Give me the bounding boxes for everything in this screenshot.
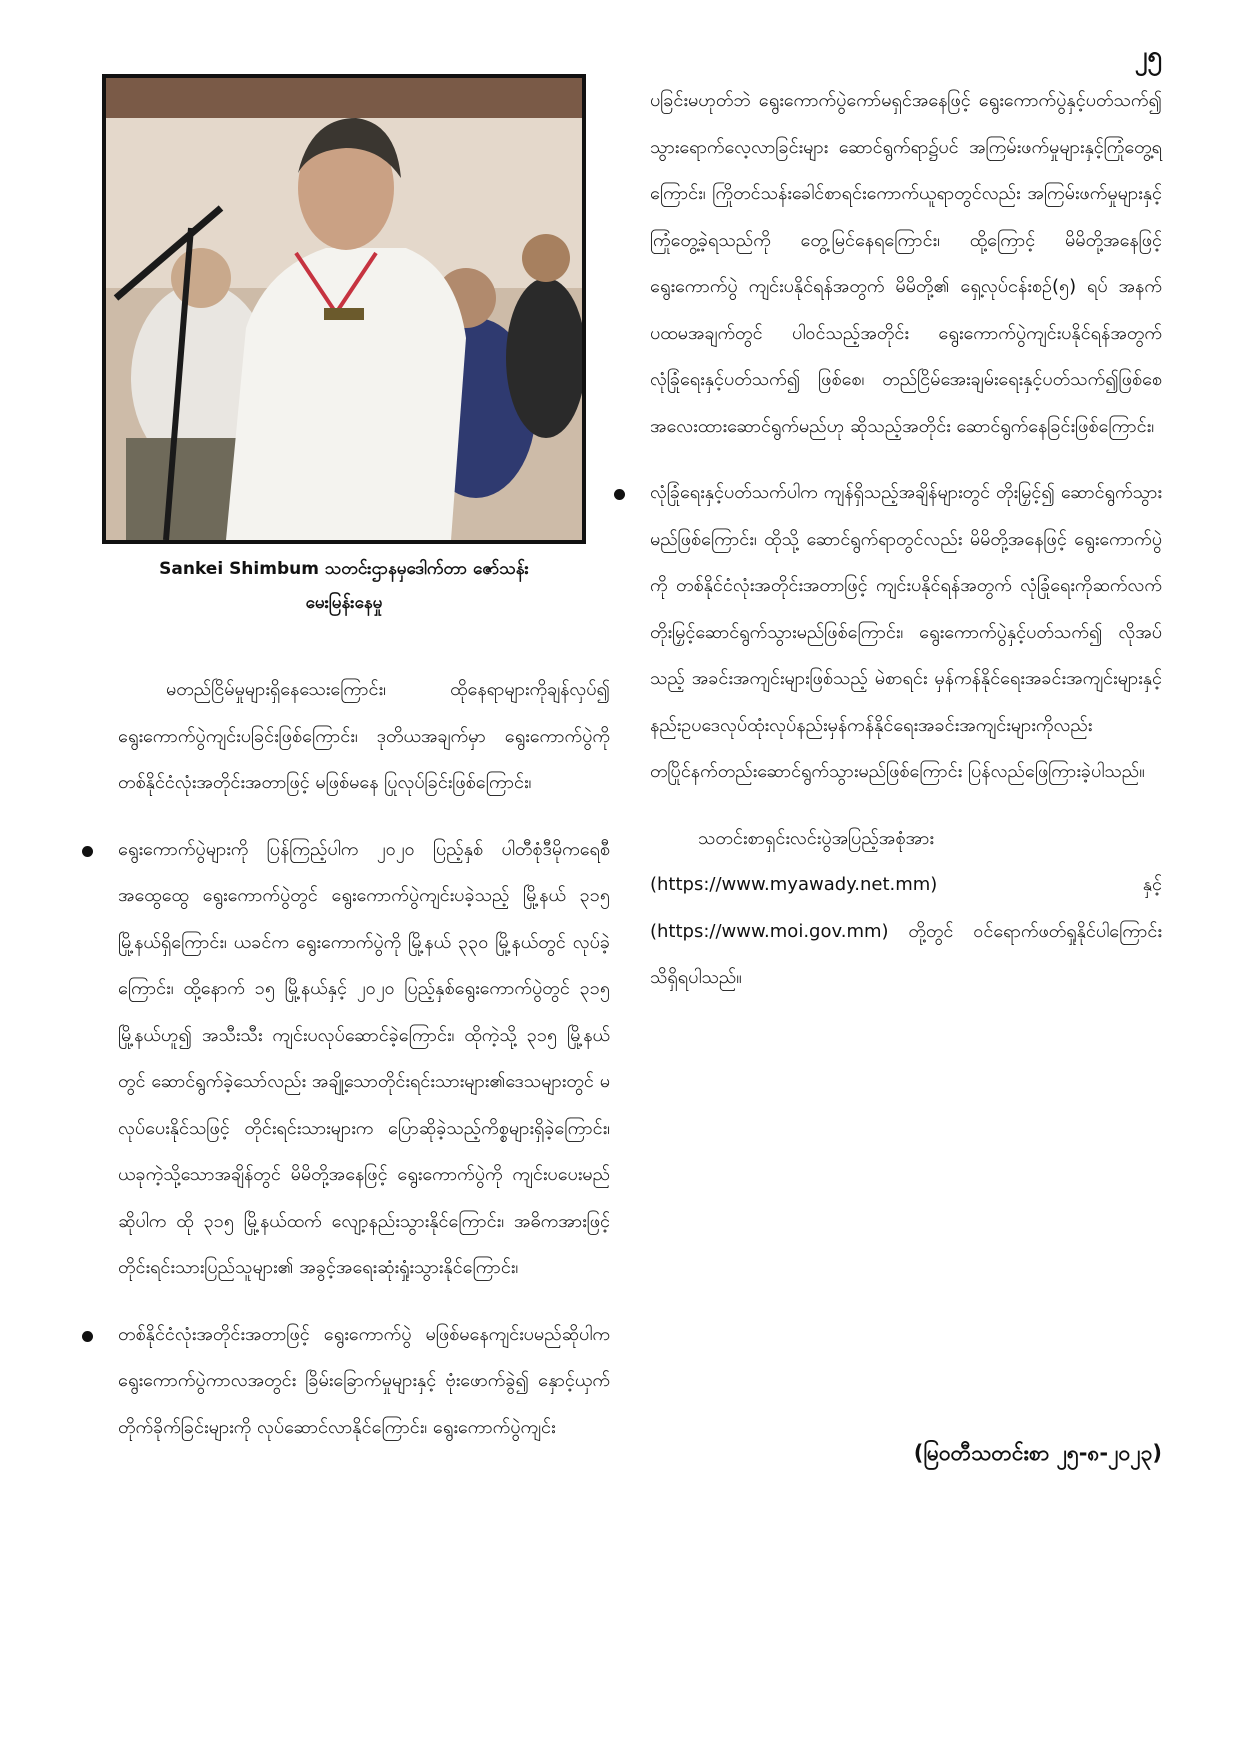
right-continuation-paragraph: ပခြင်းမဟုတ်ဘဲ ရွေးကောက်ပွဲကော်မရှင်အနေဖြင့် ရွေးကောက်ပွဲနှင့်ပတ်သက်၍ သွားရောက်လေ့လာခြင်းများ ဆောင်ရွက်ရာ၌ပင် အကြမ်းဖက်မှုများနှင့်ကြုံတွေ့ရကြောင်း၊ ကြိုတင်သန်းခေါင်စာရင်းကောက်ယူရာတွင်လည်း အကြမ်းဖက်မှုများနှင့် ကြုံတွေ့ခဲ့ရသည်ကို တွေ့မြင်နေရကြောင်း၊ ထို့ကြောင့် မိမိတို့အနေဖြင့် ရွေးကောက်ပွဲ ကျင်းပနိုင်ရန်အတွက် မိမိတို့၏ ရှေ့လုပ်ငန်းစဉ်(၅) ရပ် အနက် ပထမအချက်တွင် ပါဝင်သည့်အတိုင်း ရွေးကောက်ပွဲကျင်းပနိုင်ရန်အတွက် လုံခြုံရေးနှင့်ပတ်သက်၍ ဖြစ်စေ၊ တည်ငြိမ်အေးချမ်းရေးနှင့်ပတ်သက်၍ဖြစ်စေ အလေးထားဆောင်ရွက်မည်ဟု ဆိုသည့်အတိုင်း ဆောင်ရွက်နေခြင်းဖြစ်ကြောင်း၊: [650, 90, 1162, 437]
caption-line-1: Sankei Shimbum သတင်းဌာနမှဒေါက်တာ ဇော်သန်း: [159, 559, 529, 579]
caption-line-2: မေးမြန်းနေမှု: [305, 593, 383, 613]
closing-paragraph: သတင်းစာရှင်းလင်းပွဲအပြည့်အစုံအား (https://www.myawady.net.mm) နှင့် (https://www.moi.gov.mm) တို့တွင် ဝင်ရောက်ဖတ်ရှုနိုင်ပါကြောင်း သိရှိရပါသည်။: [650, 827, 1162, 988]
left-column: [118, 667, 610, 1471]
left-continuation-paragraph: မတည်ငြိမ်မှုများရှိနေသေးကြောင်း၊ ထိုနေရာများကိုချန်လှပ်၍ ရွေးကောက်ပွဲကျင်းပခြင်းဖြစ်ကြောင်း၊ ဒုတိယအချက်မှာ ရွေးကောက်ပွဲကို တစ်နိုင်ငံလုံးအတိုင်းအတာဖြင့် မဖြစ်မနေ ပြုလုပ်ခြင်းဖြစ်ကြောင်း၊: [118, 679, 610, 793]
bullet-paragraph-2: တစ်နိုင်ငံလုံးအတိုင်းအတာဖြင့် ရွေးကောက်ပွဲ မဖြစ်မနေကျင်းပမည်ဆိုပါက ရွေးကောက်ပွဲကာလအတွင်း ခြိမ်းခြောက်မှုများနှင့် ဗုံးဖောက်ခွဲ၍ နှောင့်ယှက်တိုက်ခိုက်ခြင်းများကို လုပ်ဆောင်လာနိုင်ကြောင်း၊ ရွေးကောက်ပွဲကျင်း: [118, 1312, 610, 1452]
bullet-paragraph-3: လုံခြုံရေးနှင့်ပတ်သက်ပါက ကျန်ရှိသည့်အချိန်များတွင် တိုးမြှင့်၍ ဆောင်ရွက်သွားမည်ဖြစ်ကြောင်း၊ ထိုသို့ ဆောင်ရွက်ရာတွင်လည်း မိမိတို့အနေဖြင့် ရွေးကောက်ပွဲကို တစ်နိုင်ငံလုံးအတိုင်းအတာဖြင့် ကျင်းပနိုင်ရန်အတွက် လုံခြုံရေးကိုဆက်လက် တိုးမြှင့်ဆောင်ရွက်သွားမည်ဖြစ်ကြောင်း၊ ရွေးကောက်ပွဲနှင့်ပတ်သက်၍ လိုအပ်သည့် အခင်းအကျင်းများဖြစ်သည့် မဲစာရင်း မှန်ကန်နိုင်ရေးအခင်းအကျင်းများနှင့် နည်းဥပဒေလုပ်ထုံးလုပ်နည်းမှန်ကန်နိုင်ရေးအခင်းအကျင်းများကိုလည်း တပြိုင်နက်တည်းဆောင်ရွက်သွားမည်ဖြစ်ကြောင်း ပြန်လည်ဖြေကြားခဲ့ပါသည်။: [650, 470, 1162, 796]
page-number: ၂၅: [1134, 41, 1162, 71]
photo-caption: [102, 552, 586, 620]
speaker-photo-illustration: [106, 78, 582, 540]
right-column: [650, 78, 1162, 1022]
bullet-paragraph-1: ရွေးကောက်ပွဲများကို ပြန်ကြည့်ပါက ၂၀၂၀ ပြည့်နှစ် ပါတီစုံဒီမိုကရေစီ အထွေထွေ ရွေးကောက်ပွဲတွင် ရွေးကောက်ပွဲကျင်းပခဲ့သည့် မြို့နယ် ၃၁၅ မြို့နယ်ရှိကြောင်း၊ ယခင်က ရွေးကောက်ပွဲကို မြို့နယ် ၃၃၀ မြို့နယ်တွင် လုပ်ခဲ့ကြောင်း၊ ထို့နောက် ၁၅ မြို့နယ်နှင့် ၂၀၂၀ ပြည့်နှစ်ရွေးကောက်ပွဲတွင် ၃၁၅ မြို့နယ်ဟူ၍ အသီးသီး ကျင်းပလုပ်ဆောင်ခဲ့ကြောင်း၊ ထိုကဲ့သို့ ၃၁၅ မြို့နယ်တွင် ဆောင်ရွက်ခဲ့သော်လည်း အချို့သောတိုင်းရင်းသားများ၏ဒေသများတွင် မလုပ်ပေးနိုင်သဖြင့် တိုင်းရင်းသားများက ပြောဆိုခဲ့သည့်ကိစ္စများရှိခဲ့ကြောင်း၊ ယခုကဲ့သို့သောအချိန်တွင် မိမိတို့အနေဖြင့် ရွေးကောက်ပွဲကို ကျင်းပပေးမည်ဆိုပါက ထို ၃၁၅ မြို့နယ်ထက် လျော့နည်းသွားနိုင်ကြောင်း၊ အဓိကအားဖြင့် တိုင်းရင်းသားပြည်သူများ၏ အခွင့်အရေးဆုံးရှုံးသွားနိုင်ကြောင်း၊: [118, 827, 610, 1292]
news-photo: [102, 74, 586, 544]
source-signature: (မြဝတီသတင်းစာ ၂၅-၈-၂၀၂၃): [913, 1441, 1162, 1465]
